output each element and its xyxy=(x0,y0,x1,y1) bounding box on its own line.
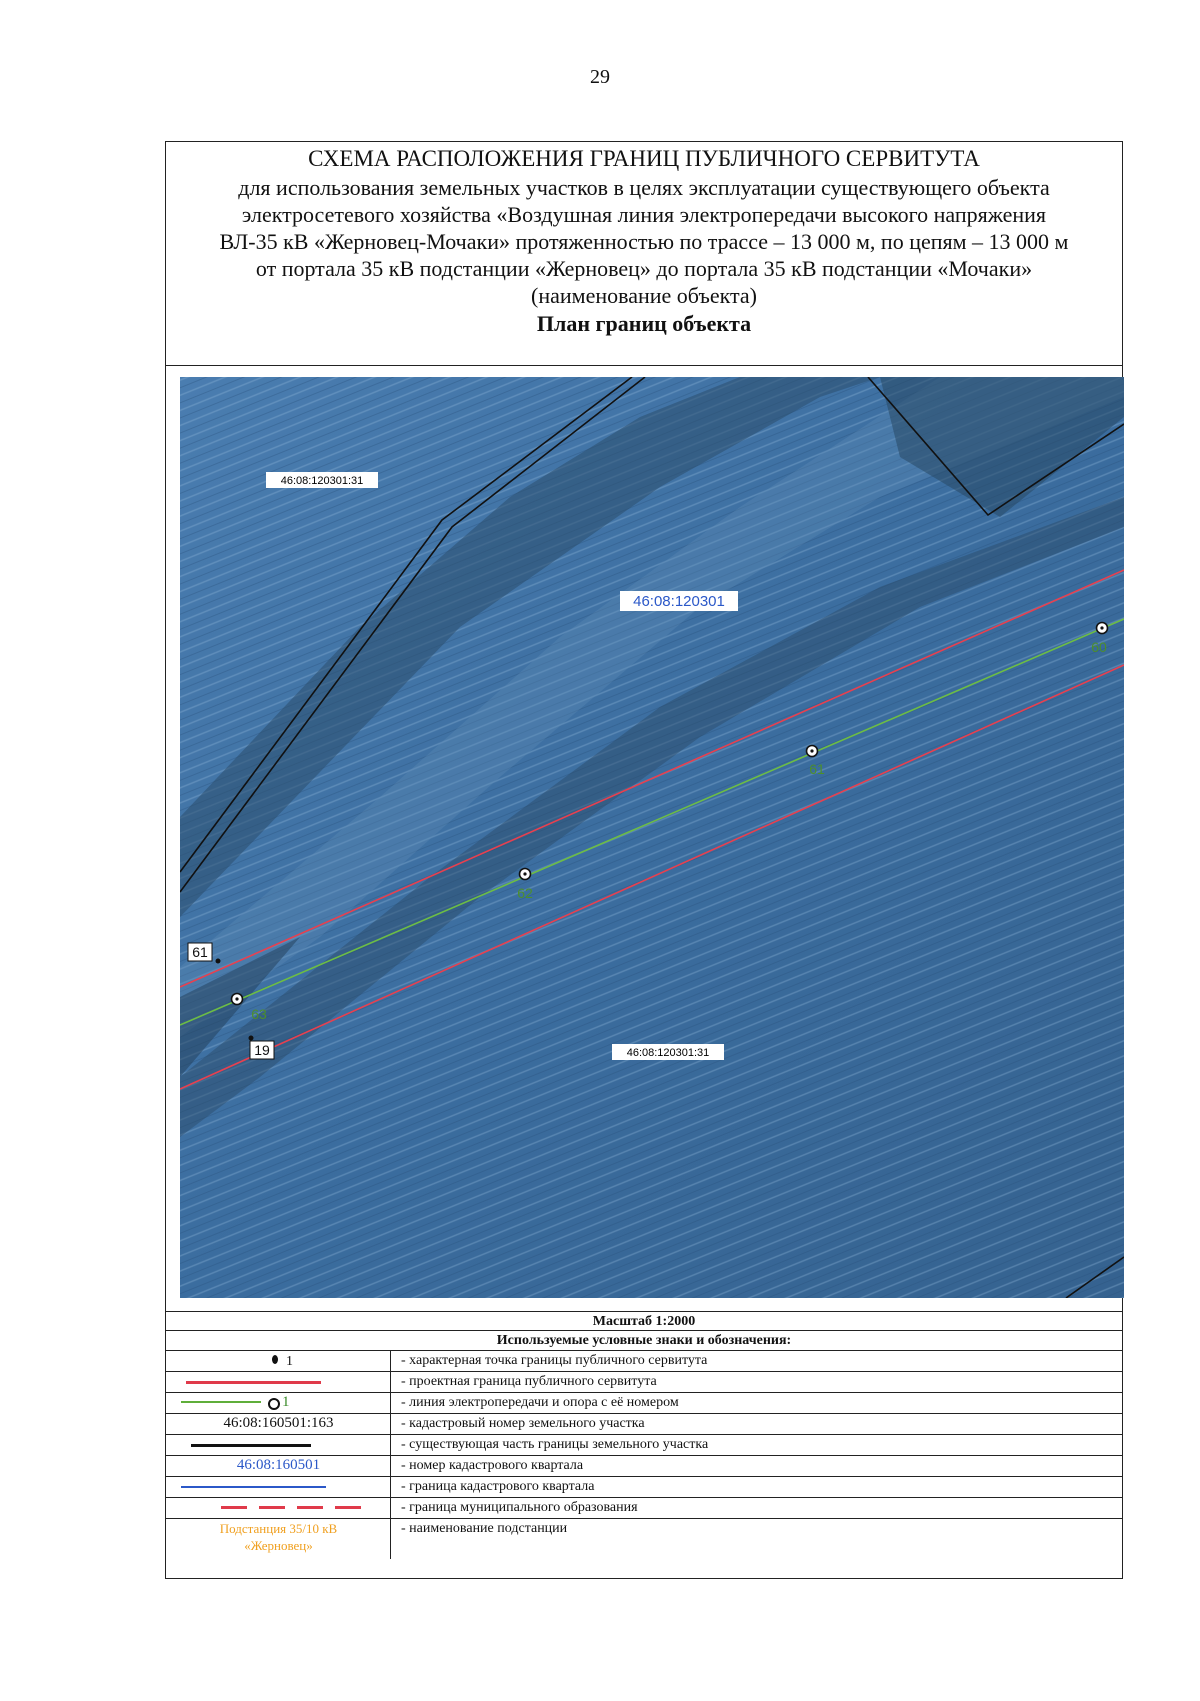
legend-item-parcel-boundary xyxy=(166,1435,1122,1456)
legend-item-parcel-number xyxy=(166,1414,1122,1435)
legend xyxy=(166,1351,1122,1559)
legend-item-power-line xyxy=(166,1393,1122,1414)
boundary-point-label: 61 xyxy=(192,944,208,960)
document-frame xyxy=(165,141,1123,1579)
parcel-number: 46:08:120301:31 xyxy=(626,1047,710,1059)
legend-description: - граница муниципального образования xyxy=(401,1500,638,1515)
object-description-line: ВЛ-35 кВ «Жерновец-Мочаки» протяженностью по трассе – 13 000 м, по цепям – 13 000 м xyxy=(219,229,1069,254)
pole-number: 63 xyxy=(251,1006,267,1022)
red-line-icon xyxy=(186,1381,321,1384)
page-number: 29 xyxy=(590,66,610,88)
pole-62 xyxy=(517,869,533,902)
scheme-title: СХЕМА РАСПОЛОЖЕНИЯ ГРАНИЦ ПУБЛИЧНОГО СЕРВИТУТА xyxy=(308,146,980,171)
scheme-header xyxy=(166,142,1122,366)
legend-description: - номер кадастрового квартала xyxy=(401,1458,584,1473)
legend-item-boundary-point xyxy=(166,1351,1122,1372)
legend-description: - существующая часть границы земельного участка xyxy=(401,1437,709,1452)
legend-description: - кадастровый номер земельного участка xyxy=(401,1416,645,1431)
parcel-label xyxy=(266,472,378,488)
legend-item-quarter-boundary xyxy=(166,1477,1122,1498)
map-canvas xyxy=(180,377,1124,1298)
pole-number: 60 xyxy=(1091,639,1107,655)
boundary-point-icon xyxy=(272,1355,278,1364)
legend-symbol-label: 1 xyxy=(286,1354,293,1369)
legend-symbol-label: Подстанция 35/10 кВ xyxy=(219,1521,338,1536)
legend-description: - линия электропередачи и опора с её номером xyxy=(401,1395,679,1410)
legend-description: - граница кадастрового квартала xyxy=(401,1479,595,1494)
legend-item-substation xyxy=(166,1519,1122,1559)
parcel-number: 46:08:120301:31 xyxy=(280,475,364,487)
legend-item-municipal-boundary xyxy=(166,1498,1122,1519)
legend-description: - характерная точка границы публичного сервитута xyxy=(401,1353,708,1368)
pole-number: 62 xyxy=(517,885,533,901)
legend-symbol-label: 46:08:160501:163 xyxy=(223,1415,334,1431)
legend-symbol-label: 46:08:160501 xyxy=(236,1457,321,1473)
green-line-icon xyxy=(181,1401,261,1403)
legend-symbol-label: 1 xyxy=(282,1394,290,1410)
object-description-line: для использования земельных участков в целях эксплуатации существующего объекта xyxy=(238,175,1050,200)
black-line-icon xyxy=(191,1444,311,1447)
legend-description: - проектная граница публичного сервитута xyxy=(401,1374,657,1389)
pole-icon xyxy=(268,1398,280,1410)
object-caption: (наименование объекта) xyxy=(531,283,757,308)
blue-line-icon xyxy=(181,1486,326,1488)
legend-item-quarter-number xyxy=(166,1456,1122,1477)
map-scale: Масштаб 1:2000 xyxy=(166,1311,1122,1331)
legend-item-servitude-boundary xyxy=(166,1372,1122,1393)
quarter-number: 46:08:120301 xyxy=(633,593,725,610)
plan-title: План границ объекта xyxy=(536,311,752,336)
boundary-point-label: 19 xyxy=(254,1042,270,1058)
legend-symbol-label: «Жерновец» xyxy=(244,1538,313,1553)
red-dash-line-icon xyxy=(221,1506,371,1509)
parcel-label xyxy=(612,1044,724,1060)
legend-description: - наименование подстанции xyxy=(401,1521,568,1536)
legend-title: Используемые условные знаки и обозначения: xyxy=(166,1331,1122,1351)
object-description-line: от портала 35 кВ подстанции «Жерновец» до портала 35 кВ подстанции «Мочаки» xyxy=(255,256,1033,281)
object-description-line: электросетевого хозяйства «Воздушная линия электропередачи высокого напряжения xyxy=(241,202,1047,227)
satellite-map xyxy=(180,377,1124,1298)
quarter-label xyxy=(620,591,738,611)
field-texture xyxy=(180,377,1124,1298)
pole-number: 61 xyxy=(809,761,825,777)
